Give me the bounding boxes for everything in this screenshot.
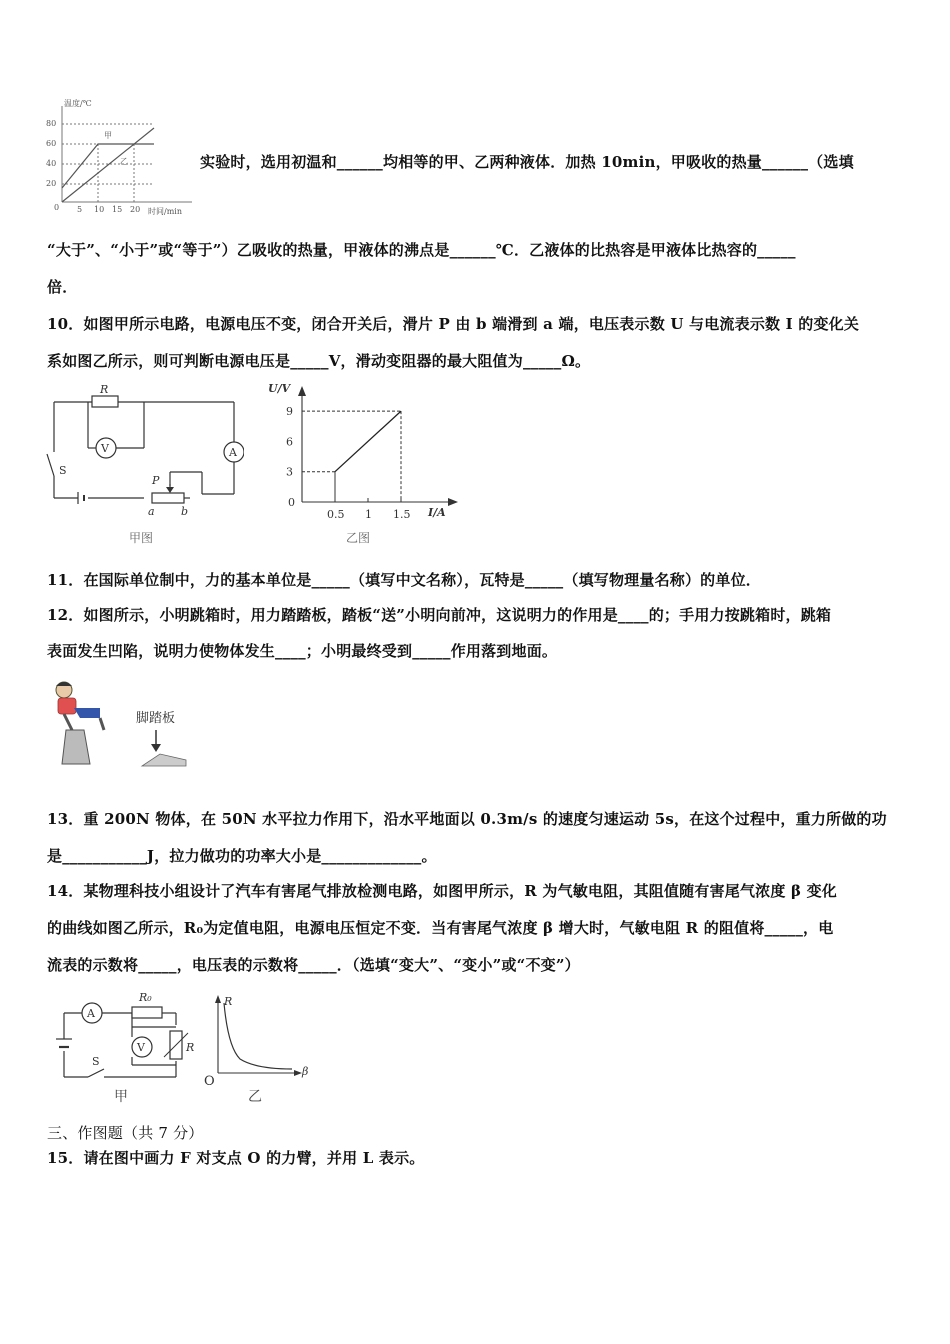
q10-ui-chart (262, 380, 462, 554)
q11-line1: 11．在国际单位制中，力的基本单位是_____（填写中文名称），瓦特是_____（填写物理量名称）的单位． (47, 571, 761, 589)
chart-ylabel: U/V (268, 382, 291, 395)
q12-line2: 表面发生凹陷，说明力使物体发生____；小明最终受到_____作用落到地面。 (47, 642, 558, 660)
q14-label-a: A (87, 1007, 95, 1020)
resistor-r0 (132, 1007, 162, 1018)
q14-label-v: V (137, 1041, 145, 1054)
q14-label-r: R (186, 1041, 195, 1054)
q9-line3: 倍． (47, 278, 78, 296)
series-label-yi: 乙 (120, 157, 128, 166)
graph-ytick-80: 80 (46, 119, 57, 128)
vaulting-box (62, 730, 90, 764)
graph-xlabel: 时间/min (148, 207, 182, 216)
footboard-label: 脚踏板 (136, 711, 176, 726)
q9-line2: “大于”、“小于”或“等于”）乙吸收的热量，甲液体的沸点是______℃．乙液体的比热容是甲液体比热容的_____ (47, 241, 796, 259)
caption-jia: 甲图 (129, 531, 154, 545)
q14-graph-origin: O (204, 1074, 215, 1089)
switch-s (47, 454, 54, 476)
q14-graph-ylabel: R (224, 995, 233, 1008)
q13-line2: 是___________J，拉力做功的功率大小是_____________。 (47, 847, 437, 865)
xtick-label-0: 0.5 (327, 508, 345, 521)
ytick-label-6: 6 (286, 435, 293, 449)
q9-line1: 实验时，选用初温和______均相等的甲、乙两种液体．加热 10min，甲吸收的热量______（选填 (200, 153, 854, 171)
q14-label-r0: R₀ (139, 991, 152, 1004)
section3-title: 三、作图题（共 7 分） (47, 1124, 204, 1142)
q14-line2: 的曲线如图乙所示，R₀为定值电阻，电源电压恒定不变．当有害尾气浓度 β 增大时，气敏电阻 R 的阻值将_____，电 (47, 919, 834, 937)
q15-line1: 15．请在图中画力 F 对支点 O 的力臂，并用 L 表示。 (47, 1149, 425, 1167)
graph-ytick-60: 60 (46, 139, 57, 148)
q14-caption-jia: 甲 (114, 1089, 128, 1105)
chart-origin: 0 (288, 496, 295, 509)
series-jia-line (62, 144, 154, 188)
q14-caption-yi: 乙 (248, 1089, 262, 1105)
boy-legs (74, 708, 100, 718)
chart-xlabel: I/A (428, 506, 446, 519)
label-p: P (152, 474, 160, 487)
graph-ylabel: 温度/℃ (64, 99, 92, 108)
ytick-label-3: 3 (286, 465, 293, 479)
xtick-label-2: 1.5 (393, 508, 411, 521)
ytick-label-9: 9 (286, 405, 293, 419)
label-s: S (59, 464, 67, 477)
series-label-jia: 甲 (104, 131, 112, 140)
ui-series-line (335, 411, 401, 472)
label-b-end: b (181, 505, 189, 518)
xtick-label-1: 1 (365, 508, 372, 521)
q14-label-s: S (92, 1055, 100, 1068)
q10-circuit-diagram (44, 384, 244, 553)
q14-line3: 流表的示数将_____，电压表的示数将_____．（选填“变大”、“变小”或“不变”） (47, 956, 580, 974)
label-a: A (229, 446, 237, 459)
q14-line1: 14．某物理科技小组设计了汽车有害尾气排放检测电路，如图甲所示，R 为气敏电阻，其阻值随有害尾气浓度 β 变化 (47, 882, 837, 900)
graph-ytick-20: 20 (46, 179, 57, 188)
graph-xtick-10: 10 (94, 205, 105, 214)
graph-origin: 0 (54, 203, 60, 212)
jump-box-figure (44, 676, 194, 775)
temperature-time-graph (44, 98, 196, 222)
q14-figure (44, 985, 312, 1111)
q14-graph-xlabel: β (302, 1065, 309, 1078)
label-a-end: a (148, 505, 155, 518)
q13-line1: 13．重 200N 物体，在 50N 水平拉力作用下，沿水平地面以 0.3m/s 的速度匀速运动 5s，在这个过程中，重力所做的功 (47, 810, 887, 828)
chart-caption: 乙图 (346, 531, 371, 545)
resistor-r (92, 396, 118, 407)
graph-xtick-5: 5 (77, 205, 83, 214)
q10-line2: 系如图乙所示，则可判断电源电压是_____V，滑动变阻器的最大阻值为_____Ω。 (47, 352, 591, 370)
graph-xtick-15: 15 (112, 205, 123, 214)
label-r: R (100, 384, 109, 396)
footboard (142, 754, 186, 766)
q12-line1: 12．如图所示，小明跳箱时，用力踏踏板，踏板“送”小明向前冲，这说明力的作用是____的；手用力按跳箱时，跳箱 (47, 606, 832, 624)
graph-ytick-40: 40 (46, 159, 57, 168)
boy-shirt (58, 698, 76, 714)
rheostat (152, 493, 184, 503)
q10-line1: 10．如图甲所示电路，电源电压不变，闭合开关后，滑片 P 由 b 端滑到 a 端，电压表示数 U 与电流表示数 I 的变化关 (47, 315, 860, 333)
graph-xtick-20: 20 (130, 205, 141, 214)
label-v: V (101, 442, 109, 455)
